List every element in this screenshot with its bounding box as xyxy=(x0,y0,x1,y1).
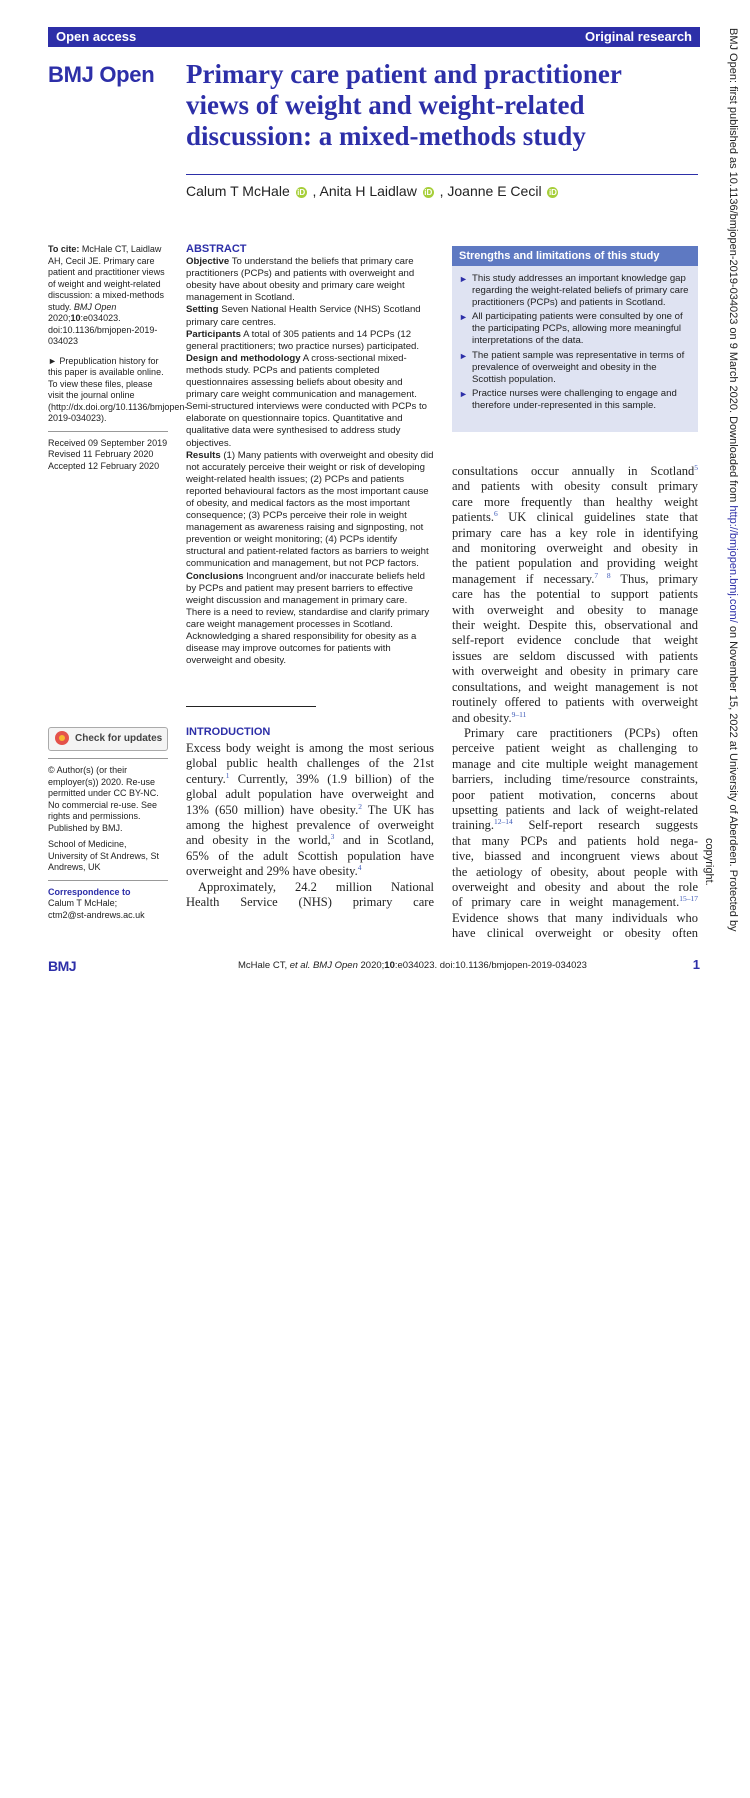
open-access-label: Open access xyxy=(56,29,137,44)
text-line: Health Service (NHS) primary care xyxy=(186,895,434,910)
list-item xyxy=(459,311,692,347)
page-number: 1 xyxy=(692,957,700,972)
section-text: A total of 305 patients and 14 PCPs (12 general practitioners; two practice nurses) participated. xyxy=(186,328,420,352)
text-line: primary care has a key role in identifying xyxy=(452,525,698,540)
check-for-updates-button[interactable] xyxy=(48,727,168,751)
orcid-icon[interactable]: iD xyxy=(297,188,306,197)
text-line: care more frequently than healthy weight xyxy=(452,494,698,509)
received-date: Received 09 September 2019 xyxy=(48,437,168,448)
orcid-icon[interactable]: iD xyxy=(548,188,557,197)
text-line: have clinical overweight or obesity often xyxy=(452,926,698,941)
cite-text: McHale CT, Laidlaw AH, Cecil JE. Primary care patient and practitioner views of weight and weight-related discussion: a mixed-methods study. xyxy=(48,244,165,312)
text-line: among the highest prevalence of overweight xyxy=(186,818,434,833)
text-line: with overweight and obesity to manage xyxy=(452,602,698,617)
text-line xyxy=(452,818,698,833)
arrow-icon: ► xyxy=(459,350,468,361)
text-line xyxy=(452,510,698,525)
affiliation-text: School of Medicine, University of St Andrews, St Andrews, UK xyxy=(48,839,160,872)
abstract-setting xyxy=(186,304,434,328)
list-item-text: All participating patients were consulted by one of the participating PCPs, allowing more meaningful interpretations of the data. xyxy=(472,311,683,347)
strengths-list xyxy=(452,266,698,412)
crossmark-icon xyxy=(55,731,69,745)
text-line xyxy=(186,833,434,848)
section-text: Incongruent and/or inaccurate beliefs held by PCPs and patient may present barriers to effective weight discussion and management in primary care. There is a need to review, standardise and clarify primary care weight management processes in Scotland. Acknowledging a shared responsibility for obesity as a disease may improve outcomes for patients with overweight and obesity. xyxy=(186,570,430,667)
text-line: Primary care practitioners (PCPs) often xyxy=(464,725,698,740)
text-line: barriers, including time/resource constraints, xyxy=(452,772,698,787)
text-line xyxy=(452,464,698,479)
page-footer xyxy=(48,958,700,976)
text-line: and patients with obesity consult primary xyxy=(452,479,698,494)
abstract-conclusions xyxy=(186,571,434,668)
text-span: consultations occur annually in Scotland xyxy=(452,464,695,478)
cite-journal: BMJ Open xyxy=(73,301,117,312)
abstract-participants xyxy=(186,329,434,353)
text-line xyxy=(186,803,434,818)
section-text: A cross-sectional mixed-methods study. PCPs and patients completed questionnaires assessing beliefs about obesity and primary care weight communication and management. Semi-structured interviews were conducted with PCPs to elaborate on questionnaire topics. Quantitative and qualitative data were synthesised to address study objectives. xyxy=(186,352,428,449)
accepted-date: Accepted 12 February 2020 xyxy=(48,460,160,471)
section-key: Participants xyxy=(186,328,241,340)
text-line: consultations, and weight management is not xyxy=(452,679,698,694)
author-name[interactable]: Calum T McHale xyxy=(186,183,290,199)
abstract-results xyxy=(186,450,434,571)
cite-year: 2020; xyxy=(48,313,71,323)
author-name[interactable]: , Anita H Laidlaw xyxy=(312,183,417,199)
text-line: poor patient motivation, concerns about xyxy=(452,787,698,802)
reference-link[interactable]: 9–11 xyxy=(511,709,527,719)
text-span: training. xyxy=(452,818,495,833)
reference-link[interactable]: 1 xyxy=(225,770,230,780)
sidebar-divider xyxy=(48,758,168,759)
revised-date: Revised 11 February 2020 xyxy=(48,449,154,459)
text-line xyxy=(186,772,434,787)
text-span: Self-report research suggests xyxy=(512,818,698,833)
reference-link[interactable]: 7 8 xyxy=(594,570,611,580)
text-line xyxy=(186,864,434,879)
section-text: (1) Many patients with overweight and obesity did not accurately perceive their weight or risk of developing weight-related health issues; (2) PCPs and patients reported behavioural factors as the most important cause of obesity, and medical factors as the most important consequence; (3) PCPs perceive their role in weight management as awareness raising and signposting, not prevention or weight monitoring; (4) PCPs identify structural and patient-related factors as barriers to weight communication and management, but not PCP factors. xyxy=(186,449,434,570)
text-line: global public health challenges of the 21st xyxy=(186,756,434,771)
text-span: and in Scotland, xyxy=(334,833,434,848)
list-item-text: The patient sample was representative in terms of prevalence of overweight and obesity in the Scottish population. xyxy=(472,349,685,385)
cite-doi[interactable]: :e034023. doi:10.1136/bmjopen-2019-034023 xyxy=(48,313,158,346)
notice-line-2: copyright. xyxy=(703,838,715,886)
list-item-text: Practice nurses were challenging to engage and therefore under-represented in this sample. xyxy=(472,387,677,411)
title-line: Primary care patient and practitioner xyxy=(186,59,622,89)
reference-link[interactable]: 15–17 xyxy=(679,894,698,904)
text-span: management if necessary. xyxy=(452,571,595,586)
arrow-icon: ► xyxy=(459,274,468,284)
copyright-text: © Author(s) (or their employer(s)) 2020. Re-use permitted under CC BY-NC. No commercial re-use. See rights and permissions. Published by BMJ. xyxy=(48,765,159,833)
text-line xyxy=(452,711,698,726)
text-span: and obesity in the world, xyxy=(186,833,331,848)
text-span: overweight and 29% have obesity. xyxy=(186,864,358,879)
article-type-label: Original research xyxy=(585,29,692,44)
title-divider xyxy=(186,174,698,175)
journal-link[interactable]: http://bmjopen.bmj.com/ xyxy=(727,505,739,623)
text-span: et al. BMJ Open xyxy=(289,960,358,971)
section-key: Setting xyxy=(186,304,219,316)
list-item-text: This study addresses an important knowledge gap regarding the weight-related beliefs of primary care practitioners (PCPs) and patients in Scotland. xyxy=(472,273,689,309)
correspondence-name: Calum T McHale; xyxy=(48,898,118,908)
text-line: issues are seldom discussed with patients xyxy=(452,648,698,663)
text-line: Evidence shows that many individuals who xyxy=(452,910,698,925)
introduction-heading: INTRODUCTION xyxy=(186,726,271,738)
correspondence-email[interactable]: ctm2@st-andrews.ac.uk xyxy=(48,909,145,920)
section-key: Design and methodology xyxy=(186,352,301,364)
reference-link[interactable]: 6 xyxy=(494,509,498,519)
correspondence-label: Correspondence to xyxy=(48,886,131,897)
reference-link[interactable]: 3 xyxy=(330,832,335,842)
text-line: self-report evidence conclude that weight xyxy=(452,633,698,648)
text-span: 10 xyxy=(384,960,395,971)
text-span: 2020; xyxy=(357,960,385,971)
text-line: tive, biassed and incongruent views about xyxy=(452,849,698,864)
text-line: their weight. Despite this, observational and xyxy=(452,618,698,633)
section-key: Results xyxy=(186,449,221,461)
sidebar-copyright xyxy=(48,758,168,921)
author-list xyxy=(186,183,560,199)
text-line xyxy=(452,895,698,910)
text-span: Currently, 39% (1.9 billion) of the xyxy=(229,771,434,786)
bmj-logo: BMJ xyxy=(48,958,77,974)
text-line: care has the potential to support patients xyxy=(452,587,698,602)
section-key: Conclusions xyxy=(186,570,244,582)
cite-label: To cite: xyxy=(48,244,80,254)
reference-link[interactable]: 4 xyxy=(357,863,362,873)
title-line: discussion: a mixed-methods study xyxy=(186,121,586,151)
prepub-note[interactable]: ► Prepublication history for this paper is available online. To view these files, please visit the journal online (http://dx.doi.org/10.1136/bmjopen-2019-034023). xyxy=(48,355,188,423)
orcid-icon[interactable]: iD xyxy=(424,188,433,197)
abstract xyxy=(186,243,434,667)
sidebar-citation xyxy=(48,244,188,472)
notice-line-1 xyxy=(727,28,738,988)
intro-column-1 xyxy=(186,741,434,910)
notice-text: BMJ Open: first published as 10.1136/bmjopen-2019-034023 on 9 March 2020. Downloaded from xyxy=(727,28,739,506)
text-line: Excess body weight is among the most serious xyxy=(186,741,434,755)
reference-link[interactable]: 2 xyxy=(358,801,362,811)
footer-citation xyxy=(238,960,587,971)
text-line: that many PCPs and patients hold nega- xyxy=(452,833,698,848)
journal-logo: BMJ Open xyxy=(48,62,155,87)
cite-volume: 10 xyxy=(70,313,81,323)
reference-link[interactable]: 12–14 xyxy=(494,817,513,827)
text-line: and monitoring overweight and obesity in xyxy=(452,541,698,556)
text-line: overweight and obesity and about the role xyxy=(452,879,698,894)
article-title xyxy=(186,59,686,152)
text-line: global adult population have overweight and xyxy=(186,787,434,802)
strengths-box xyxy=(452,246,698,432)
text-line: Approximately, 24.2 million National xyxy=(198,879,434,894)
text-line: with overweight and obesity in primary care xyxy=(452,664,698,679)
section-text: Seven National Health Service (NHS) Scotland primary care centres. xyxy=(186,304,421,328)
list-item xyxy=(459,350,692,386)
text-span: The UK has xyxy=(361,802,434,817)
abstract-heading: ABSTRACT xyxy=(186,243,247,255)
notice-text: on November 15, 2022 at University of Aberdeen. Protected by xyxy=(727,622,739,932)
text-span: patients. xyxy=(452,510,495,525)
abstract-divider xyxy=(186,706,316,707)
title-line: views of weight and weight-related xyxy=(186,90,585,120)
text-span: UK clinical guidelines state that xyxy=(497,510,698,525)
text-span: Thus, primary xyxy=(610,571,699,586)
section-key: Objective xyxy=(186,256,230,268)
list-item xyxy=(459,388,692,412)
text-span: and obesity. xyxy=(452,710,512,725)
reference-link[interactable]: 5 xyxy=(694,462,698,472)
text-span: :e034023. doi:10.1136/bmjopen-2019-034023 xyxy=(394,960,587,971)
intro-column-2 xyxy=(452,464,698,942)
author-name[interactable]: , Joanne E Cecil xyxy=(439,183,542,199)
abstract-objective xyxy=(186,256,434,304)
cite-block xyxy=(48,244,168,348)
arrow-icon: ► xyxy=(459,312,468,323)
check-updates-label: Check for updates xyxy=(75,733,163,744)
text-line: the aetiology of obesity, about people with xyxy=(452,864,698,879)
list-item xyxy=(459,273,692,309)
text-span: century. xyxy=(186,771,226,786)
text-line: perceive patient weight as challenging to xyxy=(452,741,698,756)
text-line: the patient population and providing weight xyxy=(452,556,698,571)
abstract-design xyxy=(186,353,434,450)
text-line: routinely offered to patients with overweight xyxy=(452,695,698,710)
text-span: 13% (650 million) have obesity. xyxy=(186,802,359,817)
sidebar-divider xyxy=(48,880,168,881)
arrow-icon: ► xyxy=(459,388,468,399)
vertical-download-notice xyxy=(703,28,740,988)
text-span: of primary care in weight management. xyxy=(452,895,680,910)
section-text: To understand the beliefs that primary care practitioners (PCPs) and patients with overweight and obesity have about obesity and primary care weight management in Scotland. xyxy=(186,256,415,304)
sidebar-divider xyxy=(48,431,168,432)
text-line: manage and cite multiple weight management xyxy=(452,756,698,771)
text-line: 65% of the adult Scottish population have xyxy=(186,848,434,863)
text-span: McHale CT, xyxy=(238,960,290,971)
text-line: upsetting patients and lack of weight-related xyxy=(452,802,698,817)
strengths-heading: Strengths and limitations of this study xyxy=(452,246,698,266)
header-bar xyxy=(48,27,700,47)
text-line xyxy=(452,572,698,587)
